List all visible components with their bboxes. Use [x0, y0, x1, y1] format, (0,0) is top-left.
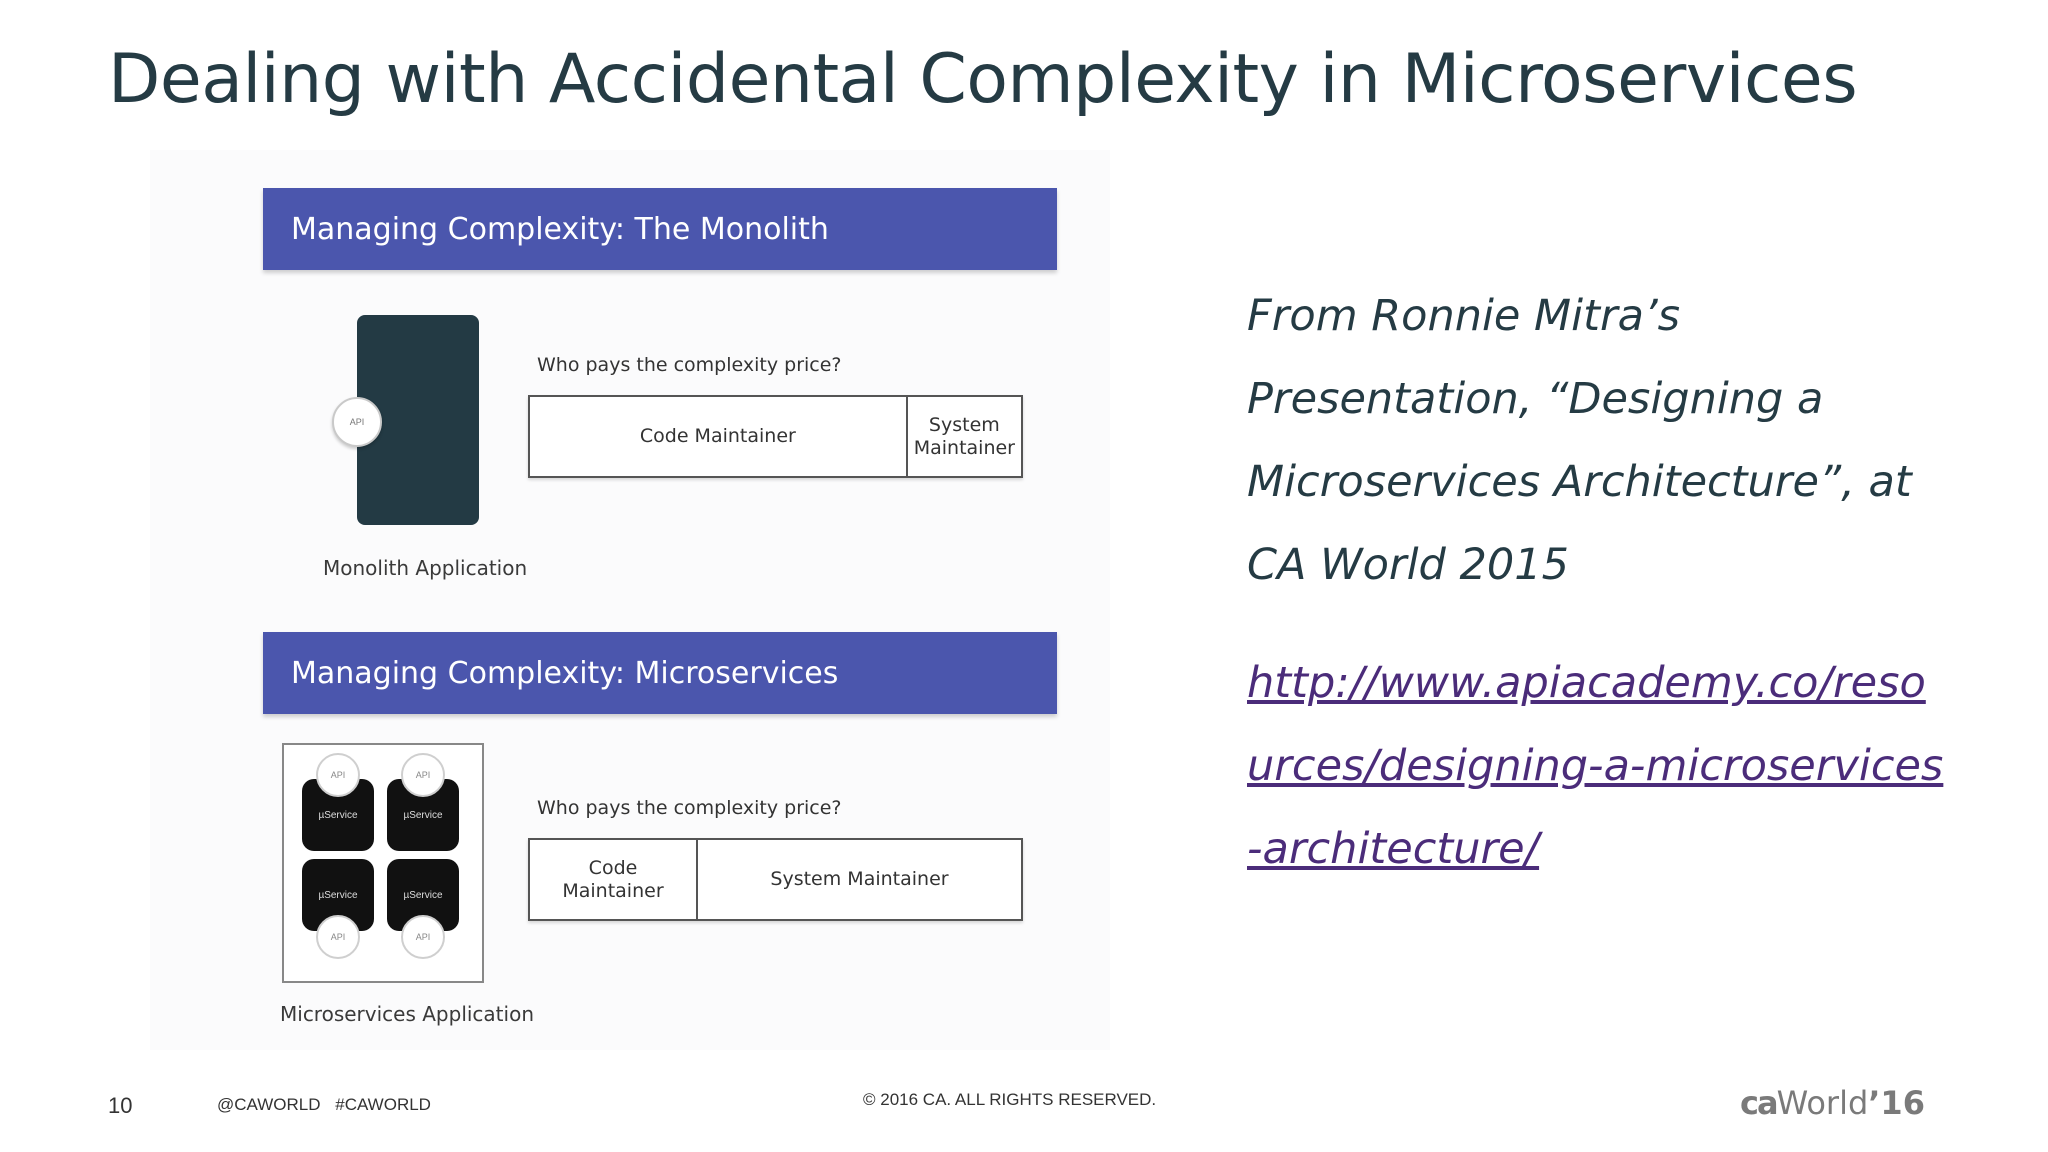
monolith-caption: Monolith Application [323, 556, 528, 580]
monolith-question: Who pays the complexity price? [537, 354, 842, 376]
microservice-api-circle: API [401, 753, 445, 797]
monolith-system-maintainer: System Maintainer [906, 397, 1021, 476]
microservice-api-circle: API [316, 753, 360, 797]
logo-year: ’16 [1868, 1084, 1925, 1122]
monolith-code-maintainer: Code Maintainer [639, 425, 796, 447]
resource-link[interactable]: http://www.apiacademy.co/resources/designing-a-microservices-architecture/ [1247, 658, 1944, 874]
microservice-api-circle: API [401, 915, 445, 959]
caworld-logo [1740, 1084, 1925, 1122]
microservices-banner: Managing Complexity: Microservices [263, 632, 1057, 714]
microservice-box: µService [302, 779, 374, 851]
slide-title: Dealing with Accidental Complexity in Microservices [108, 40, 1858, 119]
microservices-code-maintainer: Code Maintainer [562, 856, 664, 902]
monolith-price-bar [528, 395, 1023, 478]
microservices-caption: Microservices Application [280, 1002, 534, 1026]
attribution-quote: From Ronnie Mitra’s Presentation, “Designing a Microservices Architecture”, at CA World 2015 [1247, 291, 1912, 590]
page-number: 10 [108, 1093, 133, 1118]
copyright: © 2016 CA. ALL RIGHTS RESERVED. [863, 1090, 1157, 1109]
monolith-banner: Managing Complexity: The Monolith [263, 188, 1057, 270]
microservices-price-bar [528, 838, 1023, 921]
logo-ca: ca [1740, 1084, 1777, 1122]
microservices-system-maintainer: System Maintainer [696, 840, 1021, 919]
microservice-api-circle: API [316, 915, 360, 959]
microservice-box: µService [387, 859, 459, 931]
microservices-frame [282, 743, 484, 983]
logo-world: World [1776, 1084, 1869, 1122]
social-handles: @CAWORLD #CAWORLD [217, 1095, 431, 1114]
microservices-question: Who pays the complexity price? [537, 797, 842, 819]
microservice-box: µService [387, 779, 459, 851]
monolith-api-circle: API [332, 397, 382, 447]
microservice-box: µService [302, 859, 374, 931]
